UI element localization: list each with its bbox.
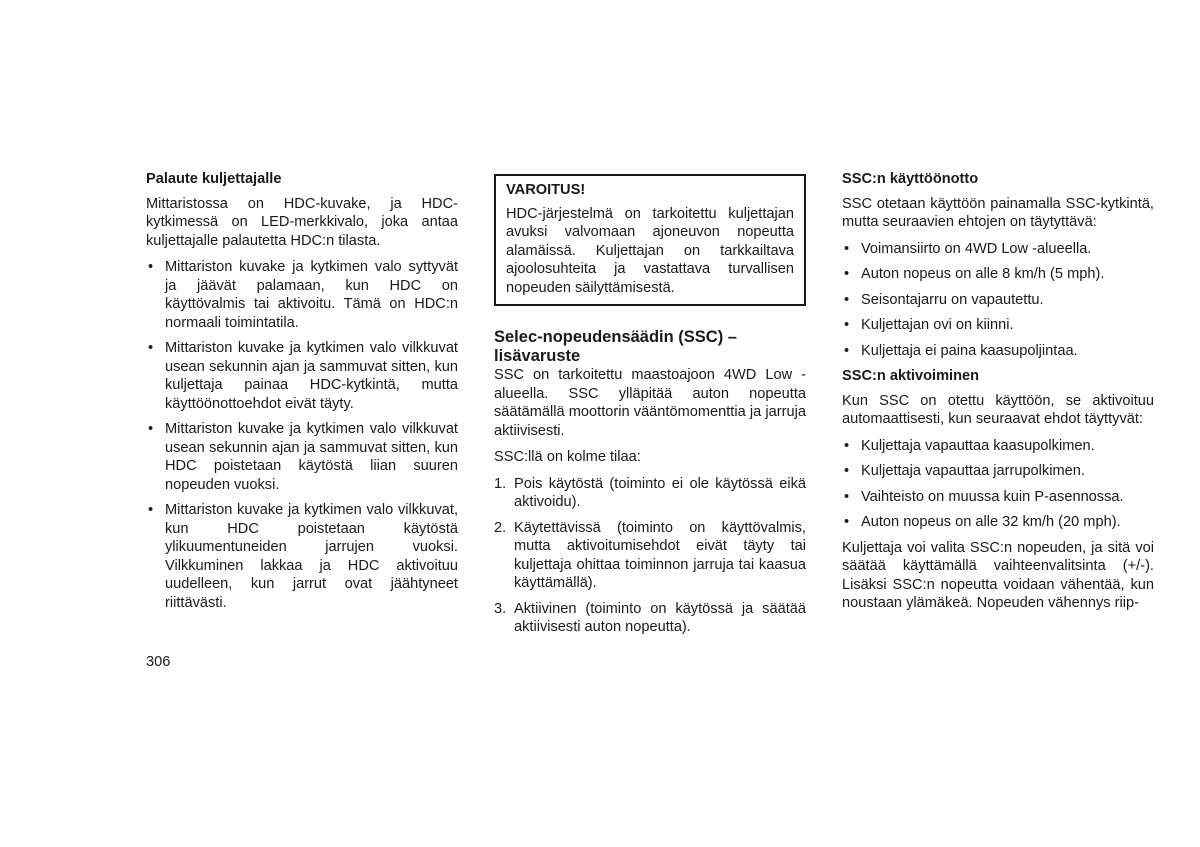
list-item: • Kuljettaja ei paina kaasupoljintaa. bbox=[844, 342, 1078, 359]
list-item: 1. Pois käytöstä (toiminto ei ole käytössä eikä aktivoidu). bbox=[494, 475, 806, 510]
warning-box bbox=[494, 174, 806, 306]
heading-palaute: Palaute kuljettajalle bbox=[146, 171, 282, 187]
bullet-icon: • bbox=[844, 342, 850, 359]
bullet-icon: • bbox=[844, 240, 850, 257]
list-item: • Kuljettajan ovi on kiinni. bbox=[844, 317, 1014, 333]
column-left bbox=[146, 170, 458, 619]
list-item: • Mittariston kuvake ja kytkimen valo vilkkuvat usean sekunnin ajan ja sammuvat sitten, kun kuljettaja painaa HDC-kytkintä, mutta käyttöönottoehdot eivät täyty. bbox=[148, 340, 458, 412]
bullet-icon: • bbox=[844, 291, 850, 308]
list-item: • Auton nopeus on alle 32 km/h (20 mph). bbox=[844, 514, 1121, 530]
list-item: • Kuljettaja vapauttaa kaasupolkimen. bbox=[844, 437, 1095, 454]
ssc-intro-paragraph: SSC on tarkoitettu maastoajoon 4WD Low -alueella. SSC ylläpitää auton nopeutta säätämällä moottorin vääntömomenttia ja jarruja aktiivisesti. bbox=[494, 367, 806, 439]
kayttoonotto-paragraph: SSC otetaan käyttöön painamalla SSC-kytkintä, mutta seuraavien ehtojen on täytyttävä: bbox=[842, 195, 1154, 230]
kayttoonotto-bullet-list bbox=[842, 240, 1154, 361]
heading-aktivoiminen: SSC:n aktivoiminen bbox=[842, 368, 980, 384]
heading-kayttoonotto: SSC:n käyttöönotto bbox=[842, 171, 979, 187]
bullet-icon: • bbox=[148, 421, 154, 437]
warning-title: VAROITUS! bbox=[506, 182, 586, 198]
list-item: • Auton nopeus on alle 8 km/h (5 mph). bbox=[844, 266, 1105, 282]
nopeus-paragraph: Kuljettaja voi valita SSC:n nopeuden, ja sitä voi säätää käyttämällä vaihteenvalitsinta (+/-). Lisäksi SSC:n nopeutta voidaan vähentää, kun noustaan ylämäkeä. Nopeuden vähennys riip- bbox=[842, 539, 1154, 611]
bullet-icon: • bbox=[844, 266, 850, 282]
column-middle bbox=[494, 170, 806, 644]
bullet-icon: • bbox=[844, 488, 850, 505]
feedback-bullet-list bbox=[146, 258, 458, 612]
list-item: 3. Aktiivinen (toiminto on käytössä ja säätää aktiivisesti auton nopeutta). bbox=[494, 600, 806, 635]
list-item: • Kuljettaja vapauttaa jarrupolkimen. bbox=[844, 463, 1085, 479]
intro-paragraph: Mittaristossa on HDC-kuvake, ja HDC-kytkimessä on LED-merkkivalo, joka antaa kuljettajalle palautetta HDC:n tilasta. bbox=[146, 195, 458, 249]
ssc-modes-list bbox=[494, 475, 806, 637]
aktivoiminen-paragraph: Kun SSC on otettu käyttöön, se aktivoituu automaattisesti, kun seuraavat ehdot täyttyvät: bbox=[842, 392, 1154, 427]
list-item: • Mittariston kuvake ja kytkimen valo vilkkuvat, kun HDC poistetaan käytöstä ylikuumentuneiden jarrujen vuoksi. Vilkkuminen lakkaa ja HDC aktivoituu uudelleen, kun jarrut ovat jäähtyneet riittävästi. bbox=[148, 502, 458, 611]
page-number: 306 bbox=[146, 654, 171, 670]
bullet-icon: • bbox=[148, 340, 154, 356]
bullet-icon: • bbox=[844, 437, 850, 454]
list-item: • Voimansiirto on 4WD Low -alueella. bbox=[844, 240, 1092, 257]
list-item: • Mittariston kuvake ja kytkimen valo syttyvät ja jäävät palamaan, kun HDC on käyttövalmis tai aktivoitu. Tämä on HDC:n normaali toimintatila. bbox=[148, 259, 458, 331]
bullet-icon: • bbox=[148, 259, 154, 275]
list-item: • Vaihteisto on muussa kuin P-asennossa. bbox=[844, 488, 1124, 505]
bullet-icon: • bbox=[844, 317, 850, 333]
ssc-modes-lead: SSC:llä on kolme tilaa: bbox=[494, 449, 641, 465]
bullet-icon: • bbox=[844, 514, 850, 530]
list-item: 2. Käytettävissä (toiminto on käyttövalmis, mutta aktivoitumisehdot eivät täyty tai kuljettaja ohittaa toiminnon jarruja tai kaasua käyttämällä). bbox=[494, 519, 806, 591]
warning-text: HDC-järjestelmä on tarkoitettu kuljettajan avuksi valvomaan ajoneuvon nopeutta alamäissä. Kuljettajan on tarkkailtava ajoolosuhteita ja vastattava turvallisen nopeuden säilyttämisestä. bbox=[506, 205, 794, 296]
column-right bbox=[842, 170, 1154, 621]
section-title: Selec-nopeudensäädin (SSC) – lisävaruste bbox=[494, 328, 737, 365]
bullet-icon: • bbox=[844, 463, 850, 479]
list-item: • Mittariston kuvake ja kytkimen valo vilkkuvat usean sekunnin ajan ja sammuvat sitten, kun HDC poistetaan käytöstä liian suuren nopeuden vuoksi. bbox=[148, 421, 458, 493]
bullet-icon: • bbox=[148, 502, 154, 518]
aktivoiminen-bullet-list bbox=[842, 437, 1154, 532]
list-item: • Seisontajarru on vapautettu. bbox=[844, 291, 1044, 308]
